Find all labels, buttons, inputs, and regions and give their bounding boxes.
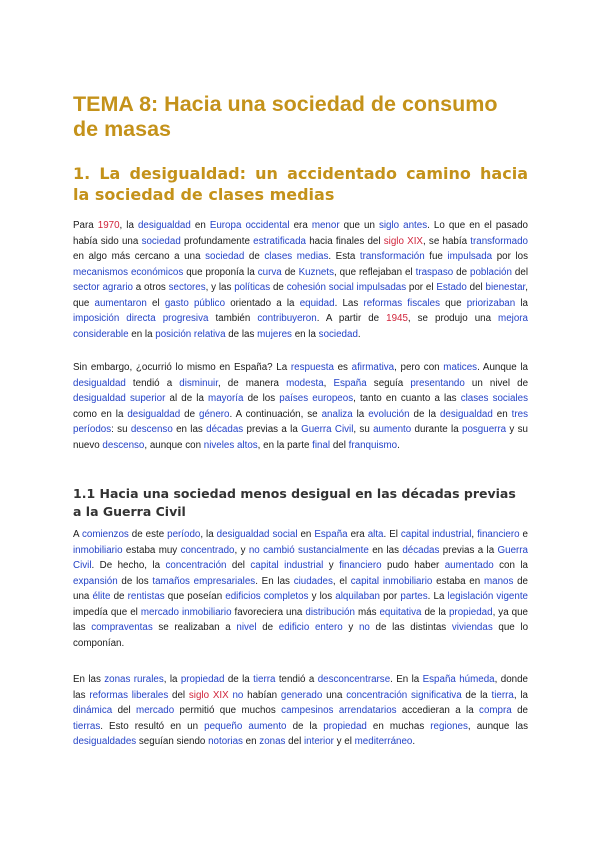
text-run: seguía [366,377,411,389]
text-run: profundamente [180,235,254,247]
text-run: de la [224,674,254,685]
term-link[interactable]: generado [280,689,323,701]
term-link[interactable]: franquismo [348,439,398,451]
term-link[interactable]: desigualdad [439,408,493,420]
term-link[interactable]: imposición directa progresiva [73,313,209,324]
term-link[interactable]: curva [257,266,282,278]
text-run: , la [200,529,217,540]
text-run: . Las [334,297,364,309]
text-run: del [168,689,189,701]
term-link[interactable]: expansión [73,575,118,587]
term-link[interactable]: posición relativa [155,328,226,340]
term-link[interactable]: transformado [470,235,529,247]
term-link[interactable]: mujeres [257,328,292,340]
term-link[interactable]: género [199,408,230,420]
term-link[interactable]: edificio entero [278,622,343,633]
text-run: , la [119,220,138,231]
term-link[interactable]: viviendas [451,622,493,633]
term-link[interactable]: bienestar [485,282,526,293]
term-link[interactable]: compra [479,705,512,716]
text-run: , aunque con [144,439,204,451]
text-run: tendió a [125,377,180,389]
text-run: , [323,377,334,389]
text-run: , y las [205,282,235,293]
text-run: la [352,408,369,420]
text-run: en [242,736,260,747]
term-link[interactable]: evolución [368,408,410,420]
subsection-heading: 1.1 Hacia una sociedad menos desigual en las décadas previas a la Guerra Civil [73,486,516,519]
text-run: por [379,591,401,602]
text-run: de este [128,529,168,540]
term-link[interactable]: contribuyeron [257,313,317,324]
text-run: de [281,266,299,278]
term-link[interactable]: mayoría [208,393,244,404]
term-link[interactable]: descenso [102,439,145,451]
text-run: en [297,529,315,540]
term-link[interactable]: disminuir [179,377,218,389]
term-link[interactable]: España [333,377,367,389]
text-run: que [439,297,467,309]
text-run: en [492,408,512,420]
term-link[interactable]: cohesión social impulsadas [286,282,407,293]
page-title: TEMA 8: Hacia una sociedad de consumo de masas [73,92,498,141]
text-run: , la [163,674,181,685]
text-run: pudo haber [381,560,445,571]
text-run: . En la [390,674,423,685]
term-link[interactable]: equitativa [379,606,422,618]
text-run: que poseían [164,591,226,602]
text-run: , que [73,282,529,309]
text-run: y su nuevo [73,424,528,451]
date-term: 1945 [386,313,408,324]
text-run: del [112,705,137,716]
text-run: que proponía la [183,266,258,278]
text-run: habían [243,689,281,701]
text-run: del [226,560,251,571]
text-run: estaba muy [122,544,181,556]
text-run: , se produjo una [407,313,499,324]
text-run: una [322,689,347,701]
text-run: del [285,736,304,747]
text-run: . Aunque la [477,362,529,373]
text-run: de [270,282,287,293]
term-link[interactable]: mejora considerable [73,313,528,340]
text-run: estaba en [432,575,484,587]
term-link[interactable]: comienzos [81,529,129,540]
term-link[interactable]: modesta [286,377,324,389]
term-link[interactable]: élite [92,591,111,602]
term-link[interactable]: desigualdad social [216,529,298,540]
text-run: de [110,591,128,602]
text-run: Para [73,220,98,231]
text-run: que un [339,220,379,231]
text-run: , su [353,424,374,435]
term-link[interactable]: población [470,266,512,278]
term-link[interactable]: siglo antes [378,220,428,231]
text-run: más [354,606,380,618]
term-link[interactable]: zonas [259,736,286,747]
term-link[interactable]: mediterráneo [354,736,413,747]
term-link[interactable]: no [358,622,370,633]
text-run: en la [291,328,319,340]
term-link[interactable]: equidad [299,297,335,309]
text-run: . A continuación, se [229,408,322,420]
term-link[interactable]: no [232,689,244,701]
term-link[interactable]: compraventas [91,622,153,633]
term-link[interactable]: tamaños empresariales [152,575,256,587]
term-link[interactable]: descenso [130,424,173,435]
text-run: seguían siendo [136,736,209,747]
text-run: , el [332,575,351,587]
text-run: de la [421,606,449,618]
text-run: e [519,529,528,540]
text-run: como en la [73,408,128,420]
term-link[interactable]: clases sociales [460,393,528,404]
term-link[interactable]: Estado [436,282,467,293]
term-link[interactable]: nivel [236,622,257,633]
term-link[interactable]: distribución [305,606,355,618]
term-link[interactable]: desigualdades [73,736,137,747]
term-link[interactable]: mercado [136,705,175,716]
text-run: en muchas [366,720,431,732]
term-link[interactable]: España húmeda [422,674,495,685]
term-link[interactable]: afirmativa [351,362,395,373]
term-link[interactable]: desigualdad superior [73,393,166,404]
date-term: 1970 [97,220,120,231]
term-link[interactable]: reformas fiscales [363,297,440,309]
term-link[interactable]: respuesta [290,362,334,373]
text-run: accedieran a la [396,705,480,716]
text-run: la [515,297,528,309]
text-run: previas a la [243,424,302,435]
term-link[interactable]: aumento [373,424,412,435]
term-link[interactable]: inmobiliario [73,544,123,556]
text-run: de la [286,720,324,732]
text-run: que lo componían. [73,622,529,649]
text-run: del [511,266,529,278]
term-link[interactable]: final [312,439,331,451]
text-run: . [412,736,416,747]
term-link[interactable]: gasto público [164,297,226,309]
term-link[interactable]: analiza [321,408,353,420]
term-link[interactable]: menor [311,220,340,231]
term-link[interactable]: propiedad [448,606,493,618]
term-link[interactable]: aumentado [444,560,494,571]
text-run: , ya que las [73,606,529,633]
text-run: . La [427,591,448,602]
term-link[interactable]: políticas [234,282,271,293]
term-link[interactable]: tierras [73,720,101,732]
text-run: era [347,529,368,540]
text-run: y los [308,591,336,602]
term-link[interactable]: pequeño aumento [204,720,287,732]
text-run: , la [513,689,528,701]
term-link[interactable]: legislación vigente [447,591,529,602]
text-run: de [453,266,471,278]
term-link[interactable]: desconcentrarse [317,674,391,685]
term-link[interactable]: tres períodos [73,408,528,435]
text-run: en algo más cercano a una [73,251,206,262]
term-link[interactable]: edificios completos [225,591,309,602]
term-link[interactable]: impulsada [447,251,493,262]
text-run: . En las [255,575,294,587]
term-link[interactable]: concentración [165,560,227,571]
date-term: siglo XIX [188,689,229,701]
text-run: durante la [411,424,462,435]
term-link[interactable]: partes [400,591,428,602]
term-link[interactable]: aumentaron [94,297,147,309]
text-run: orientado a la [225,297,300,309]
term-link[interactable]: sector agrario [73,282,133,293]
paragraph-1 [73,218,528,342]
text-run: en las [172,424,207,435]
text-run: . Esta [328,251,360,262]
text-run: de [244,251,265,262]
term-link[interactable]: propiedad [323,720,367,732]
text-run: a otros [132,282,169,293]
term-link[interactable]: transformación [359,251,425,262]
term-link[interactable]: traspaso [415,266,454,278]
text-run: se realizaban a [152,622,237,633]
term-link[interactable]: desigualdad [73,377,126,389]
paragraph-3 [73,527,528,651]
term-link[interactable]: Guerra Civil [301,424,354,435]
term-link[interactable]: manos [483,575,514,587]
text-run: . Esto resultó en un [100,720,205,732]
term-link[interactable]: notorias [208,736,243,747]
term-link[interactable]: no cambió sustancialmente [248,544,369,556]
text-run: y [323,560,340,571]
term-link[interactable]: sociedad [318,328,358,340]
term-link[interactable]: estratificada [253,235,306,247]
paragraph-4 [73,672,528,750]
term-link[interactable]: priorizaban [466,297,516,309]
text-run: de la [409,408,440,420]
text-run: del [330,439,349,451]
text-run: un nivel de [464,377,529,389]
term-link[interactable]: campesinos arrendatarios [281,705,397,716]
term-link[interactable]: desigualdad [127,408,181,420]
text-run: el [146,297,165,309]
text-run: y el [333,736,355,747]
text-run: en la [128,328,156,340]
term-link[interactable]: dinámica [73,705,113,716]
paragraph-2 [73,360,528,453]
term-link[interactable]: zonas rurales [104,674,164,685]
text-run: : su [111,424,131,435]
text-run: en [190,220,210,231]
text-run: al de la [165,393,209,404]
text-run: impedía que el [73,606,141,618]
term-link[interactable]: interior [303,736,334,747]
text-run: , tanto en cuanto a las [353,393,461,404]
text-run: . De hecho, la [91,560,166,571]
section-heading: 1. La desigualdad: un accidentado camino hacia la sociedad de clases medias [73,164,528,204]
term-link[interactable]: niveles altos [203,439,258,451]
term-link[interactable]: sectores [168,282,206,293]
text-run: por el [406,282,437,293]
term-link[interactable]: concentrado [180,544,235,556]
text-run: tendió a [275,674,318,685]
term-link[interactable]: Europa occidental [209,220,290,231]
term-link[interactable]: regiones [430,720,468,732]
text-run: en las [368,544,403,556]
term-link[interactable]: ciudades [293,575,333,587]
text-run: , donde las [73,674,528,701]
term-link[interactable]: clases medias [264,251,329,262]
text-run: y [342,622,359,633]
text-run: con la [493,560,528,571]
term-link[interactable]: capital inmobiliario [350,575,433,587]
term-link[interactable]: alta [367,529,384,540]
text-run: , y [234,544,249,556]
text-run: de las [225,328,258,340]
term-link[interactable]: financiero [339,560,382,571]
term-link[interactable]: mercado inmobiliario [140,606,232,618]
term-link[interactable]: Guerra Civil [73,544,529,571]
term-link[interactable]: concentración significativa [346,689,462,701]
text-run: fue [424,251,448,262]
text-run: permitió que muchos [174,705,282,716]
term-link[interactable]: desigualdad [137,220,191,231]
text-run: , en la parte [257,439,313,451]
text-run: Sin embargo, ¿ocurrió lo mismo en España? La [73,362,291,373]
text-run: de [511,705,528,716]
text-run: de los [243,393,280,404]
text-run: A [73,529,82,540]
text-run: de una [73,575,529,602]
text-run: era [289,220,312,231]
text-run: de las distintas [369,622,452,633]
text-run: , [471,529,478,540]
text-run: del [466,282,486,293]
term-link[interactable]: alquilaban [335,591,380,602]
term-link[interactable]: reformas liberales [89,689,169,701]
text-run: , que reflejaban el [333,266,416,278]
text-run: es [333,362,352,373]
term-link[interactable]: décadas [402,544,440,556]
text-run: , pero con [394,362,444,373]
text-run: . [357,328,361,340]
term-link[interactable]: tierra [491,689,514,701]
term-link[interactable]: sociedad [141,235,181,247]
date-term: siglo XIX [383,235,423,247]
text-run: hacia finales del [306,235,384,247]
text-run: , se había [422,235,471,247]
term-link[interactable]: propiedad [180,674,225,685]
text-run: previas a la [439,544,498,556]
text-run: . A partir de [316,313,387,324]
text-run: por los [492,251,528,262]
text-run: . Lo que en el pasado había sido una [73,220,528,247]
term-link[interactable]: capital industrial [400,529,472,540]
term-link[interactable]: financiero [477,529,520,540]
term-link[interactable]: sociedad [205,251,245,262]
text-run: de [256,622,279,633]
term-link[interactable]: mecanismos económicos [73,266,184,278]
text-run: de la [461,689,492,701]
term-link[interactable]: presentando [410,377,465,389]
term-link[interactable]: rentistas [127,591,165,602]
text-run: . El [383,529,401,540]
text-run: favoreciera una [231,606,306,618]
text-run: de los [117,575,153,587]
term-link[interactable]: matices [443,362,478,373]
text-run: , aunque las [467,720,528,732]
text-run: , de manera [217,377,287,389]
text-run: En las [73,674,105,685]
term-link[interactable]: período [167,529,201,540]
term-link[interactable]: capital industrial [250,560,324,571]
text-run: de [180,408,199,420]
term-link[interactable]: posguerra [462,424,507,435]
text-run: . [397,439,400,451]
term-link[interactable]: tierra [253,674,276,685]
term-link[interactable]: Kuznets [298,266,334,278]
text-run: también [208,313,258,324]
term-link[interactable]: España [314,529,348,540]
term-link[interactable]: países europeos [279,393,354,404]
term-link[interactable]: décadas [206,424,244,435]
